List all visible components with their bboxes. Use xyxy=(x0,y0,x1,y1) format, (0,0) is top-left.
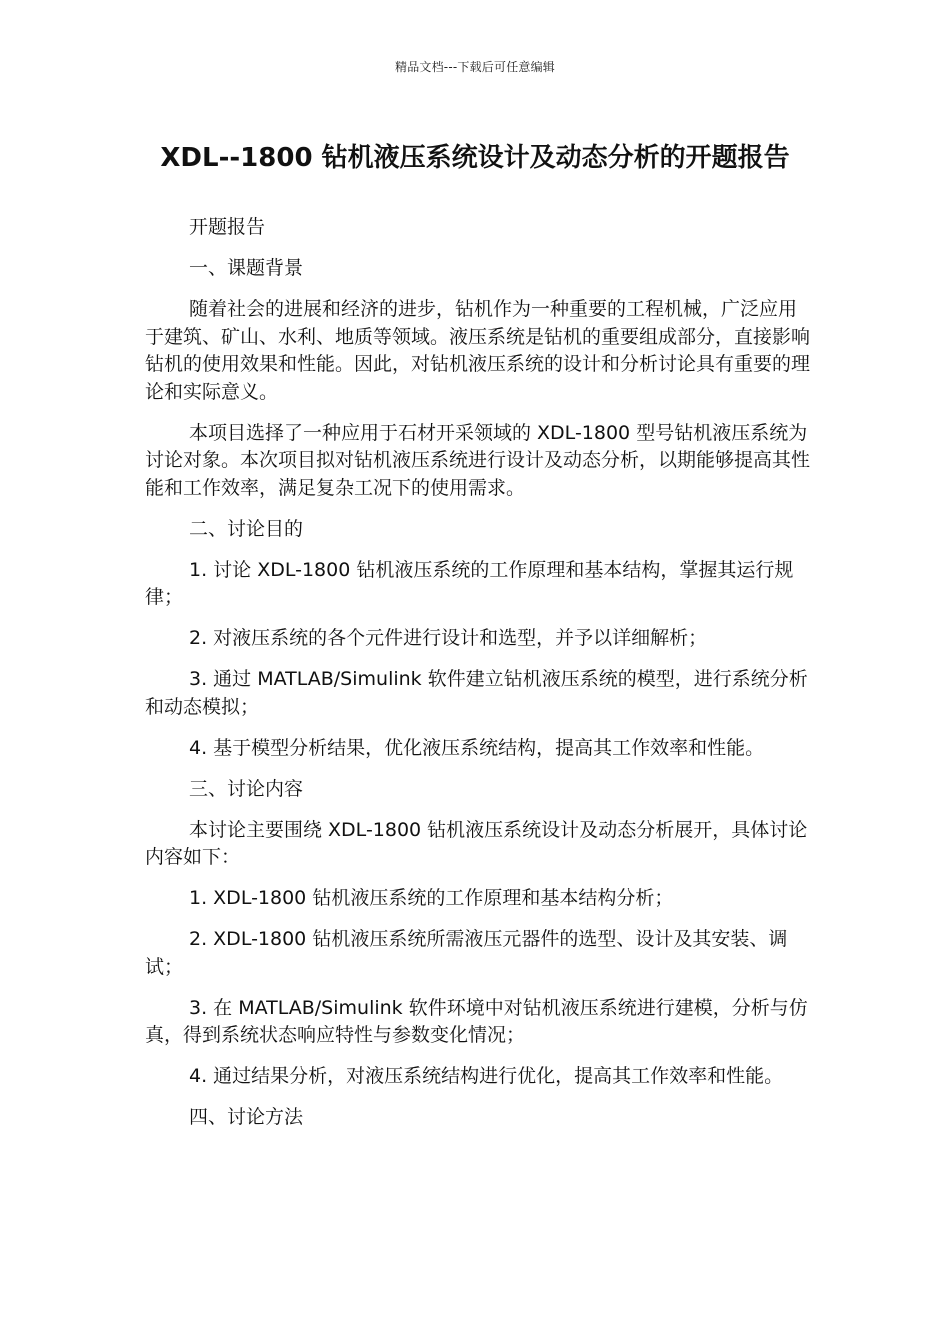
list-item-content-3: 3. 在 MATLAB/Simulink 软件环境中对钻机液压系统进行建模，分析与仿真，得到系统状态响应特性与参数变化情况； xyxy=(145,996,808,1046)
list-item-purpose-3: 3. 通过 MATLAB/Simulink 软件建立钻机液压系统的模型，进行系统分析和动态模拟； xyxy=(145,668,808,718)
paragraph-report-label: 开题报告 xyxy=(189,216,266,238)
list-item-purpose-1: 1. 讨论 XDL-1800 钻机液压系统的工作原理和基本结构，掌握其运行规律； xyxy=(145,558,794,608)
list-item-content-1: 1. XDL-1800 钻机液压系统的工作原理和基本结构分析； xyxy=(189,887,674,909)
section-heading-background: 一、课题背景 xyxy=(189,257,304,279)
list-item-purpose-4: 4. 基于模型分析结果，优化液压系统结构，提高其工作效率和性能。 xyxy=(189,736,765,759)
section-heading-content: 三、讨论内容 xyxy=(189,777,304,800)
section-heading-purpose: 二、讨论目的 xyxy=(189,517,304,540)
paragraph-content-intro: 本讨论主要围绕 XDL-1800 钻机液压系统设计及动态分析展开，具体讨论内容如下： xyxy=(145,818,808,868)
paragraph-background-1: 随着社会的进展和经济的进步，钻机作为一种重要的工程机械，广泛应用于建筑、矿山、水利、地质等领域。液压系统是钻机的重要组成部分，直接影响钻机的使用效果和性能。因此，对钻机液压系统的设计和分析讨论具有重要的理论和实际意义。 xyxy=(145,298,811,403)
document-title: XDL--1800 钻机液压系统设计及动态分析的开题报告 xyxy=(160,143,790,173)
list-item-content-2: 2. XDL-1800 钻机液压系统所需液压元器件的选型、设计及其安装、调试； xyxy=(145,928,788,978)
section-heading-method: 四、讨论方法 xyxy=(189,1106,304,1128)
paragraph-background-2: 本项目选择了一种应用于石材开采领域的 XDL-1800 型号钻机液压系统为讨论对象。本次项目拟对钻机液压系统进行设计及动态分析，以期能够提高其性能和工作效率，满足复杂工况下的使用需求。 xyxy=(145,421,811,499)
list-item-content-4: 4. 通过结果分析，对液压系统结构进行优化，提高其工作效率和性能。 xyxy=(189,1065,784,1087)
document-body xyxy=(145,214,810,1145)
list-item-purpose-2: 2. 对液压系统的各个元件进行设计和选型，并予以详细解析； xyxy=(189,627,708,649)
header-note: 精品文档---下载后可任意编辑 xyxy=(395,60,555,74)
